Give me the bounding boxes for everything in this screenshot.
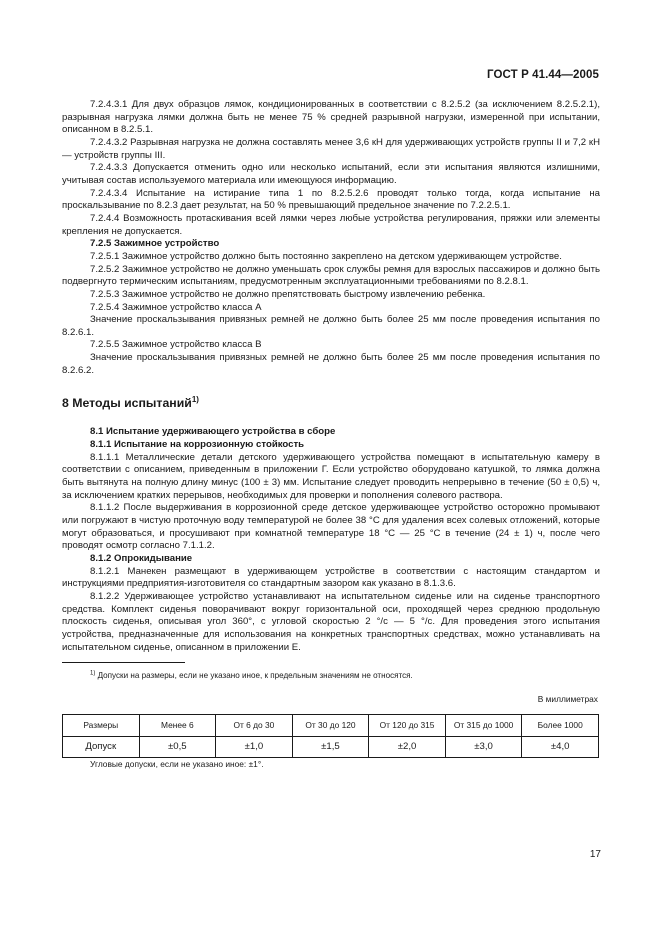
angular-tolerance-note: Угловые допуски, если не указано иное: ±1°. bbox=[90, 758, 264, 769]
table-header-cell: От 30 до 120 bbox=[292, 714, 369, 736]
paragraph-7-2-5-5: 7.2.5.5 Зажимное устройство класса В bbox=[90, 339, 262, 351]
paragraph-8-1-1-2: 8.1.1.2 После выдерживания в коррозионной среде детское удерживающее устройство осторожно промывают или погружают в чистую проточную воду температурой не более 38 °С для удаления всех солевых отложений, которые могут образоваться, и просушивают при комнатной температуре 18 °С — 25 °С в течение (24 ± 1) ч, после чего проводят осмотр согласно 7.1.1.2. bbox=[62, 502, 600, 552]
table-value-cell: ±1,0 bbox=[216, 736, 293, 757]
paragraph-7-2-4-3-4: 7.2.4.3.4 Испытание на истирание типа 1 по 8.2.5.2.6 проводят только тогда, когда испытание на проскальзывание по 8.2.3 дает результат, на 50 % превышающий предельное значение по 7.2.2.5.1. bbox=[62, 187, 600, 212]
subheading-8-1-1: 8.1.1 Испытание на коррозионную стойкость bbox=[90, 439, 305, 451]
table-value-cell: ±0,5 bbox=[139, 736, 216, 757]
paragraph-8-1-1-1: 8.1.1.1 Металлические детали детского удерживающего устройства помещают в испытательную камеру в соответствии с описанием, приведенным в приложении Г. Если устройство оборудовано катушкой, то лямка должна быть вытянута на полную длину минус (100 ± 3) мм. Испытание следует проводить непрерывно в течение (50 ± 0,5) ч, за исключением кратких перерывов, необходимых для проверки и пополнения солевого раствора. bbox=[62, 451, 600, 501]
table-header-cell: Размеры bbox=[63, 714, 140, 736]
paragraph-7-2-5-4-text: Значение проскальзывания привязных ремней не должно быть более 25 мм после проведения испытания по 8.2.6.1. bbox=[62, 314, 600, 338]
document-body bbox=[62, 99, 600, 771]
paragraph-7-2-4-3-2: 7.2.4.3.2 Разрывная нагрузка не должна составлять менее 3,6 кН для удерживающих устройств группы II и 7,2 кН — устройств группы III. bbox=[62, 136, 600, 161]
paragraph-7-2-4-3-3: 7.2.4.3.3 Допускается отменить одно или несколько испытаний, если эти испытания являются излишними, учитывая состав используемого материала или имеющуюся информацию. bbox=[62, 162, 600, 186]
tolerance-table-header-row bbox=[63, 714, 599, 736]
subheading-8-1: 8.1 Испытание удерживающего устройства в сборе bbox=[90, 426, 336, 438]
tolerance-table bbox=[62, 714, 599, 758]
paragraph-8-1-2-2: 8.1.2.2 Удерживающее устройство устанавливают на испытательном сиденье или на сиденье транспортного средства. Комплект сиденья поворачивают вокруг горизонтальной оси, проходящей через среднюю продольную плоскость сиденья, описывая угол 360°, с угловой скоростью 2 °/с — 5 °/с. Для проведения этого испытания устройства, предназначенные для использования на конкретных транспортных средствах, можно устанавливать на испытательном сиденье, описанном в приложении Е. bbox=[62, 590, 600, 653]
paragraph-7-2-5-3: 7.2.5.3 Зажимное устройство не должно препятствовать быстрому извлечению ребенка. bbox=[90, 288, 486, 300]
paragraph-8-1-2-1: 8.1.2.1 Манекен размещают в удерживающем устройстве в соответствии с настоящим стандартом и инструкциями предприятия-изготовителя со стандартным зазором как указано в 8.1.3.6. bbox=[62, 565, 600, 590]
page-number: 17 bbox=[589, 849, 601, 860]
section-8-heading bbox=[62, 396, 600, 410]
footnote-1 bbox=[62, 670, 600, 681]
section-8-title: 8 Методы испытаний bbox=[62, 396, 192, 411]
table-header-cell: Менее 6 bbox=[139, 714, 216, 736]
paragraph-7-2-5-5-text: Значение проскальзывания привязных ремней не должно быть более 25 мм после проведения испытания по 8.2.6.2. bbox=[62, 352, 600, 376]
page-header-standard: ГОСТ Р 41.44—2005 bbox=[487, 69, 599, 81]
paragraph-7-2-4-4: 7.2.4.4 Возможность протаскивания всей лямки через любые устройства регулирования, пряжки или элементы крепления не допускается. bbox=[62, 212, 600, 237]
table-units-label: В миллиметрах bbox=[537, 694, 598, 705]
footnote-1-text: Допуски на размеры, если не указано иное, к предельным значениям не относятся. bbox=[97, 671, 413, 681]
subheading-7-2-5: 7.2.5 Зажимное устройство bbox=[90, 238, 220, 250]
subheading-8-1-2: 8.1.2 Опрокидывание bbox=[90, 553, 193, 564]
paragraph-7-2-5-4: 7.2.5.4 Зажимное устройство класса А bbox=[90, 301, 262, 313]
paragraph-7-2-5-2: 7.2.5.2 Зажимное устройство не должно уменьшать срок службы ремня для взрослых пассажиров и должно быть подвергнуто термическим испытаниям, предусмотренным эксплуатационными требованиями по 8.2.8.1. bbox=[62, 263, 600, 288]
table-value-cell: ±4,0 bbox=[522, 736, 599, 757]
table-value-cell: ±2,0 bbox=[369, 736, 446, 757]
table-header-cell: От 120 до 315 bbox=[369, 714, 446, 736]
table-value-cell: ±1,5 bbox=[292, 736, 369, 757]
table-value-cell: ±3,0 bbox=[445, 736, 522, 757]
paragraph-7-2-5-1: 7.2.5.1 Зажимное устройство должно быть постоянно закреплено на детском удерживающем устройстве. bbox=[90, 250, 562, 262]
table-header-cell: Более 1000 bbox=[522, 714, 599, 736]
tolerance-table-value-row bbox=[63, 736, 599, 757]
section-8-footnote-mark: 1) bbox=[191, 395, 199, 405]
footnote-1-mark: 1) bbox=[90, 670, 96, 677]
table-header-cell: От 6 до 30 bbox=[216, 714, 293, 736]
paragraph-7-2-4-3-1: 7.2.4.3.1 Для двух образцов лямок, кондиционированных в соответствии с 8.2.5.2 (за исключением 8.2.5.2.1), разрывная нагрузка лямки должна быть не менее 75 % средней разрывной нагрузки, измеренной при испытании, описанном в 8.2.5.1. bbox=[62, 99, 600, 136]
table-header-cell: От 315 до 1000 bbox=[445, 714, 522, 736]
footnote-divider bbox=[62, 662, 185, 663]
table-value-cell: Допуск bbox=[63, 736, 140, 757]
